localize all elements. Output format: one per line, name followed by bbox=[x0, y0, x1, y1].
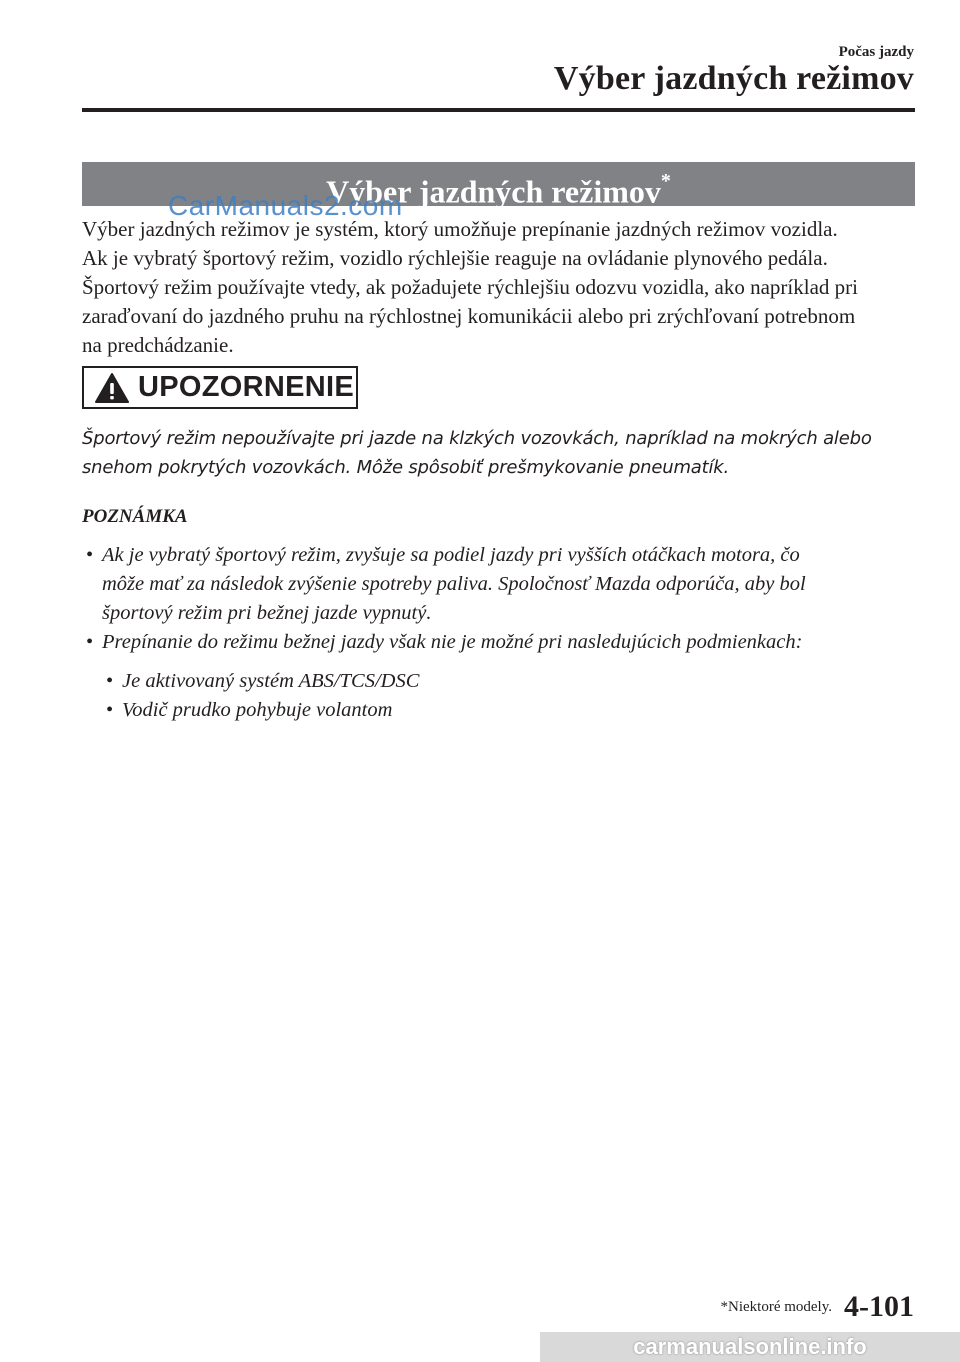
warning-label: UPOZORNENIE bbox=[138, 371, 354, 403]
intro-paragraph bbox=[82, 215, 922, 360]
sub-list-item-text: Je aktivovaný systém ABS/TCS/DSC bbox=[122, 670, 420, 692]
watermark-top[interactable]: CarManuals2.com bbox=[168, 190, 403, 221]
intro-line: Ak je vybratý športový režim, vozidlo rýchlejšie reaguje na ovládanie plynového pedála. bbox=[82, 246, 828, 270]
section-footnote-marker: * bbox=[660, 170, 671, 192]
watermark-bottom[interactable]: carmanualsonline.info bbox=[540, 1332, 960, 1362]
list-item-line: Prepínanie do režimu bežnej jazdy však nie je možné pri nasledujúcich podmienkach: bbox=[102, 631, 803, 653]
sub-list-item bbox=[82, 696, 922, 725]
list-item-line: môže mať za následok zvýšenie spotreby paliva. Spoločnosť Mazda odporúča, aby bol bbox=[102, 573, 806, 595]
bullet: • bbox=[106, 670, 114, 692]
header-divider bbox=[82, 108, 915, 112]
note-list bbox=[82, 541, 922, 725]
warning-box bbox=[82, 366, 358, 409]
section-title: Výber jazdných režimov bbox=[326, 173, 661, 210]
footnote: *Niektoré modely. bbox=[720, 1299, 832, 1315]
sub-list-item-text: Vodič prudko pohybuje volantom bbox=[122, 699, 393, 721]
warning-triangle-icon bbox=[94, 372, 130, 404]
warning-line: Športový režim nepoužívajte pri jazde na klzkých vozovkách, napríklad na mokrých alebo bbox=[82, 428, 872, 449]
warning-text bbox=[82, 424, 922, 482]
chapter-label: Počas jazdy bbox=[838, 44, 914, 60]
intro-line: Výber jazdných režimov je systém, ktorý umožňuje prepínanie jazdných režimov vozidla. bbox=[82, 217, 838, 241]
page-header-title: Výber jazdných režimov bbox=[553, 60, 914, 97]
page-number: 4-101 bbox=[844, 1290, 914, 1323]
list-item-line: športový režim pri bežnej jazde vypnutý. bbox=[102, 602, 432, 624]
bullet: • bbox=[86, 631, 94, 653]
bullet: • bbox=[86, 544, 94, 566]
sub-list-item bbox=[82, 667, 922, 696]
bullet: • bbox=[106, 699, 114, 721]
note-title: POZNÁMKA bbox=[82, 506, 188, 527]
list-item-line: Ak je vybratý športový režim, zvyšuje sa podiel jazdy pri vyšších otáčkach motora, čo bbox=[102, 544, 800, 566]
intro-line: zaraďovaní do jazdného pruhu na rýchlostnej komunikácii alebo pri zrýchľovaní potrebnom bbox=[82, 304, 856, 328]
list-item bbox=[82, 628, 922, 657]
warning-line: snehom pokrytých vozovkách. Môže spôsobiť prešmykovanie pneumatík. bbox=[82, 457, 730, 478]
intro-line: na predchádzanie. bbox=[82, 333, 234, 357]
list-item bbox=[82, 541, 922, 628]
intro-line: Športový režim používajte vtedy, ak požadujete rýchlejšiu odozvu vozidla, ako napríklad pri bbox=[82, 275, 858, 299]
